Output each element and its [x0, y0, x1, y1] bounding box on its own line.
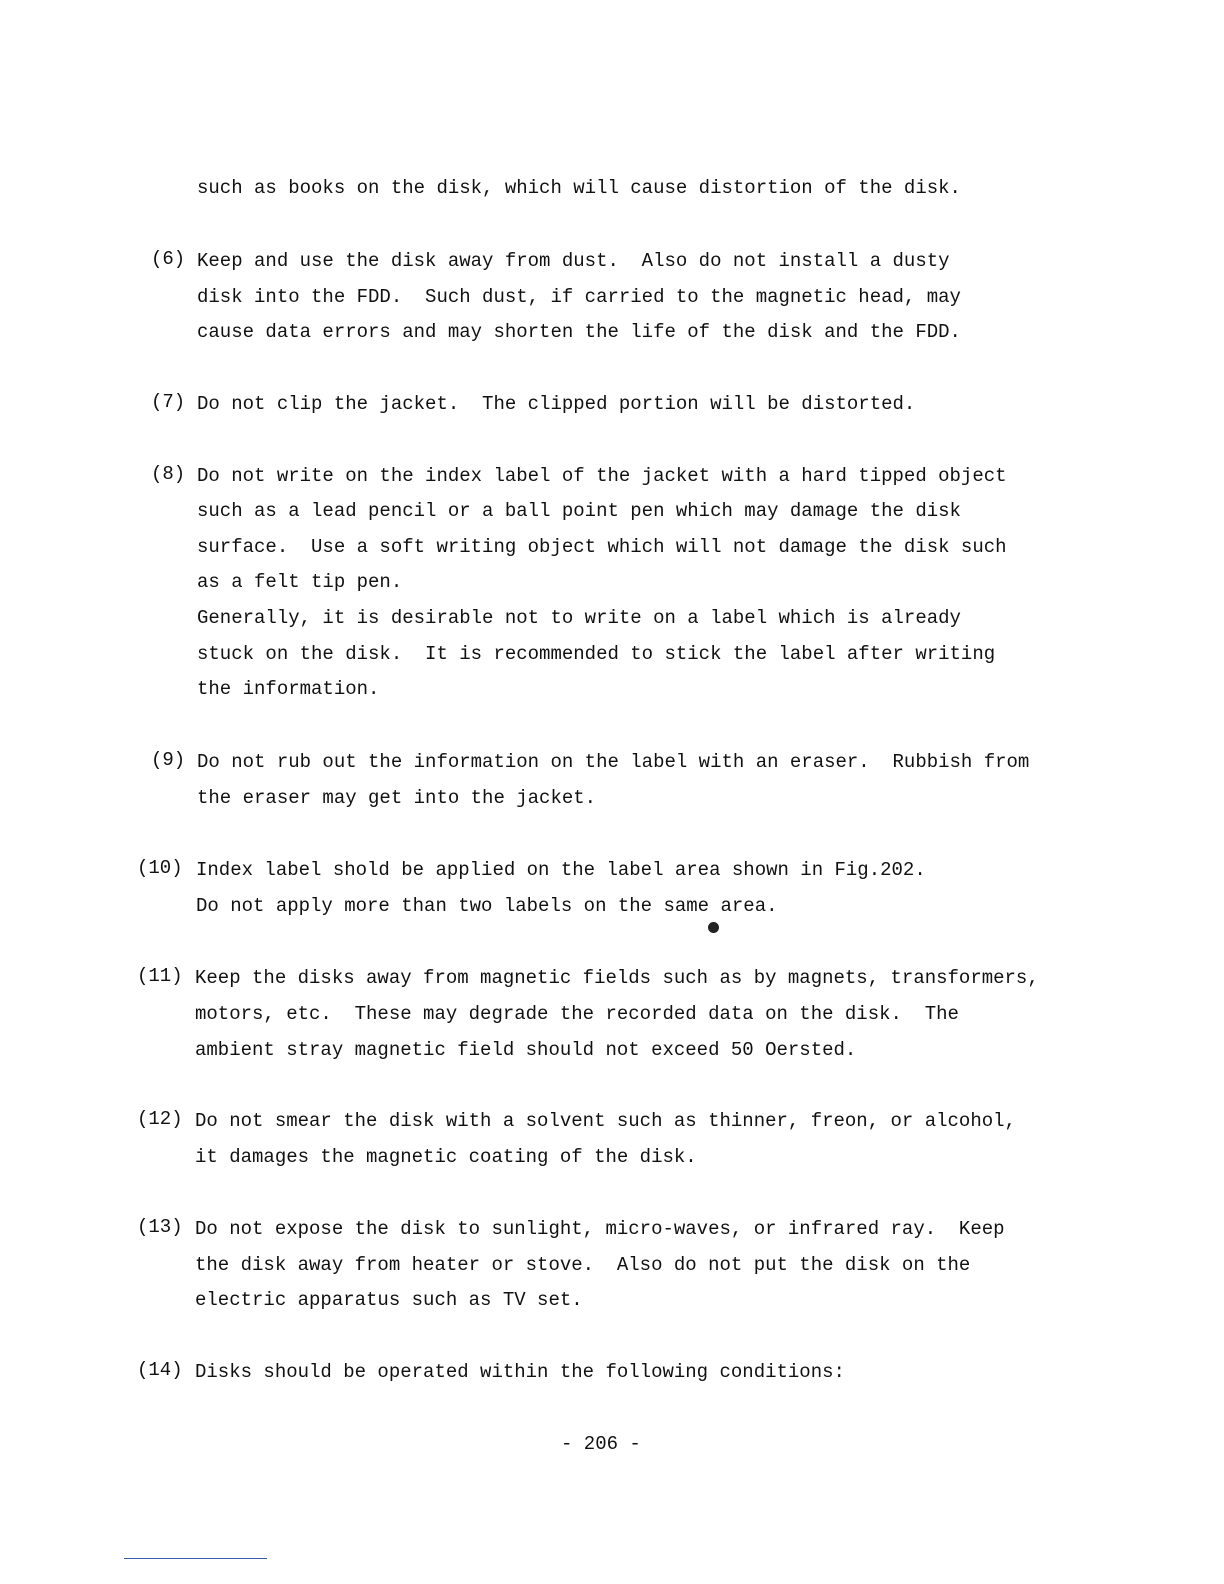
- item-text-line: Index label shold be applied on the label area shown in Fig.202.: [196, 859, 926, 881]
- item-text-line: motors, etc. These may degrade the recorded data on the disk. The: [195, 1003, 959, 1025]
- item-text-line: electric apparatus such as TV set.: [195, 1289, 583, 1311]
- item-text-line: it damages the magnetic coating of the disk.: [195, 1146, 697, 1168]
- item-number: (9): [151, 749, 186, 771]
- continuation-line: such as books on the disk, which will cause distortion of the disk.: [197, 177, 961, 199]
- item-text-line: Do not clip the jacket. The clipped portion will be distorted.: [197, 393, 916, 415]
- item-text-line: Keep the disks away from magnetic fields such as by magnets, transformers,: [195, 967, 1039, 989]
- item-text-line: as a felt tip pen.: [197, 571, 403, 593]
- item-text-line: the eraser may get into the jacket.: [197, 787, 597, 809]
- item-number: (7): [151, 391, 186, 413]
- item-text-line: the information.: [197, 678, 380, 700]
- page-number: - 206 -: [561, 1433, 641, 1455]
- item-text-line: Do not expose the disk to sunlight, micro-waves, or infrared ray. Keep: [195, 1218, 1005, 1240]
- item-number: (14): [137, 1359, 183, 1381]
- item-text-line: disk into the FDD. Such dust, if carried to the magnetic head, may: [197, 286, 961, 308]
- item-number: (12): [137, 1108, 183, 1130]
- item-number: (10): [137, 857, 183, 879]
- item-text-line: Do not rub out the information on the label with an eraser. Rubbish from: [197, 751, 1030, 773]
- item-text-line: Do not smear the disk with a solvent such as thinner, freon, or alcohol,: [195, 1110, 1016, 1132]
- item-text-line: Generally, it is desirable not to write on a label which is already: [197, 607, 961, 629]
- item-number: (8): [151, 463, 186, 485]
- item-text-line: surface. Use a soft writing object which will not damage the disk such: [197, 536, 1007, 558]
- item-number: (13): [137, 1216, 183, 1238]
- item-text-line: Do not write on the index label of the jacket with a hard tipped object: [197, 465, 1007, 487]
- item-number: (6): [151, 248, 186, 270]
- item-text-line: stuck on the disk. It is recommended to stick the label after writing: [197, 643, 996, 665]
- footer-rule: [124, 1558, 267, 1559]
- item-text-line: cause data errors and may shorten the life of the disk and the FDD.: [197, 321, 961, 343]
- ink-blot: [708, 922, 719, 933]
- item-text-line: Disks should be operated within the following conditions:: [195, 1361, 845, 1383]
- item-text-line: ambient stray magnetic field should not exceed 50 Oersted.: [195, 1039, 857, 1061]
- item-text-line: Keep and use the disk away from dust. Also do not install a dusty: [197, 250, 950, 272]
- item-number: (11): [137, 965, 183, 987]
- item-text-line: such as a lead pencil or a ball point pen which may damage the disk: [197, 500, 961, 522]
- item-text-line: Do not apply more than two labels on the same area.: [196, 895, 778, 917]
- item-text-line: the disk away from heater or stove. Also do not put the disk on the: [195, 1254, 971, 1276]
